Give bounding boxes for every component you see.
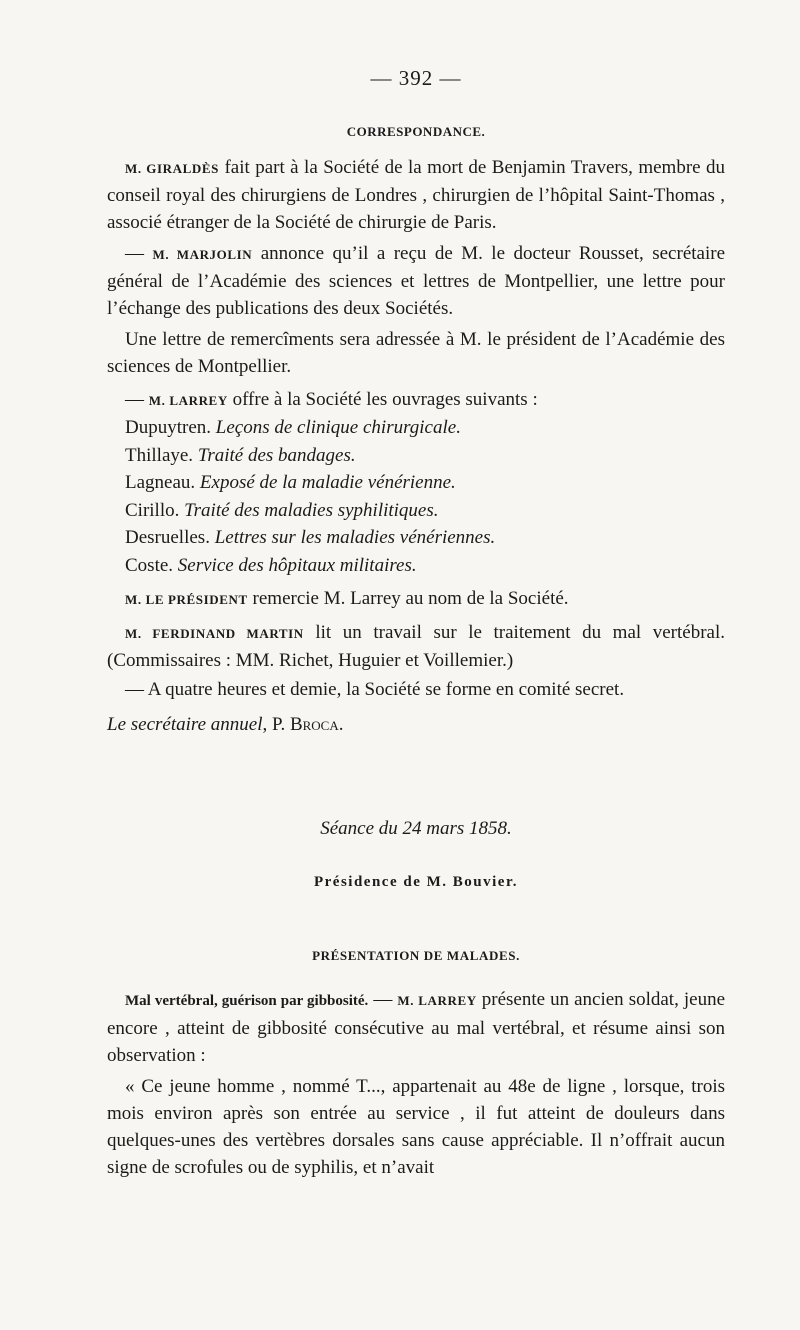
case-title: Mal vertébral, guérison par gibbosité. [125, 993, 369, 1009]
speaker-name: M. LE PRÉSIDENT [125, 592, 248, 607]
paragraph-ferdinand-martin [107, 619, 725, 674]
correspondance-block [107, 124, 725, 738]
speaker-name: M. GIRALDÈS [125, 161, 219, 176]
paragraph-giraldes [107, 154, 725, 236]
paragraph-text: annonce qu’il a reçu de M. le docteur Rousset, secrétaire général de l’Académie des sciences et lettres de Montpellier, une lettre pour l’échange des publications des deux Sociétés. [107, 243, 726, 319]
paragraph-comite-secret: — A quatre heures et demie, la Société se forme en comité secret. [125, 679, 625, 700]
speaker-name: M. MARJOLIN [152, 247, 253, 262]
paragraph-marjolin [107, 240, 725, 322]
book-list [107, 414, 725, 579]
book-item: Lagneau. Exposé de la maladie vénérienne. [125, 472, 456, 493]
paragraph-text: fait part à la Société de la mort de Benjamin Travers, membre du conseil royal des chirurgiens de Londres , chirurgien de l’hôpital Saint-Thomas , associé étranger de la Société de chirurgie de Paris. [107, 157, 726, 233]
book-item: Desruelles. Lettres sur les maladies vénériennes. [125, 527, 496, 548]
paragraph-president [107, 585, 725, 613]
book-item: Thillaye. Traité des bandages. [125, 444, 356, 466]
paragraph-text: offre à la Société les ouvrages suivants : [232, 389, 538, 410]
section-heading-correspondance: CORRESPONDANCE. [346, 124, 486, 139]
paragraph-mal-vertebral [107, 986, 725, 1069]
book-item: Cirillo. Traité des maladies syphilitiques. [125, 499, 439, 521]
dash: — [125, 389, 144, 410]
paragraph-text: remercie M. Larrey au nom de la Société. [252, 588, 569, 609]
speaker-name: M. LARREY [148, 393, 228, 408]
paragraph-text: lit un travail sur le traitement du mal vertébral. (Commissaires : MM. Richet, Huguier et Voillemier.) [107, 622, 725, 671]
presidence-line: Présidence de M. Bouvier. [313, 874, 518, 890]
speaker-name: M. LARREY [397, 993, 477, 1008]
seance-title: Séance du 24 mars 1858. [320, 818, 512, 839]
presentation-block [107, 986, 725, 1181]
paragraph-larrey-offre [107, 386, 725, 414]
page-number: — 392 — [370, 66, 462, 90]
dash: — [125, 243, 144, 264]
signature-role: Le secrétaire annuel [107, 714, 263, 735]
section-heading-presentation: PRÉSENTATION DE MALADES. [312, 948, 520, 963]
signature-name: P. Broca. [271, 714, 344, 735]
paragraph-remerciments: Une lettre de remercîments sera adressée à M. le président de l’Académie des sciences de Montpellier. [107, 329, 725, 377]
book-item: Coste. Service des hôpitaux militaires. [125, 554, 417, 576]
dash: — [373, 989, 393, 1010]
speaker-name: M. FERDINAND MARTIN [125, 626, 304, 641]
signature: Le secrétaire annuel, P. Broca. [107, 714, 344, 735]
paragraph-text: présente un ancien soldat, jeune encore , atteint de gibbosité consécutive au mal vertébral, et résume ainsi son observation : [107, 989, 726, 1066]
book-item: Dupuytren. Leçons de clinique chirurgicale. [125, 417, 461, 438]
paragraph-observation: « Ce jeune homme , nommé T..., appartenait au 48e de ligne , lorsque, trois mois environ après son entrée au service , il fut atteint de douleurs dans quelques-unes des vertèbres dorsales sans cause appréciable. Il n’offrait aucun signe de scrofules ou de syphilis, et n’avait [107, 1076, 725, 1178]
